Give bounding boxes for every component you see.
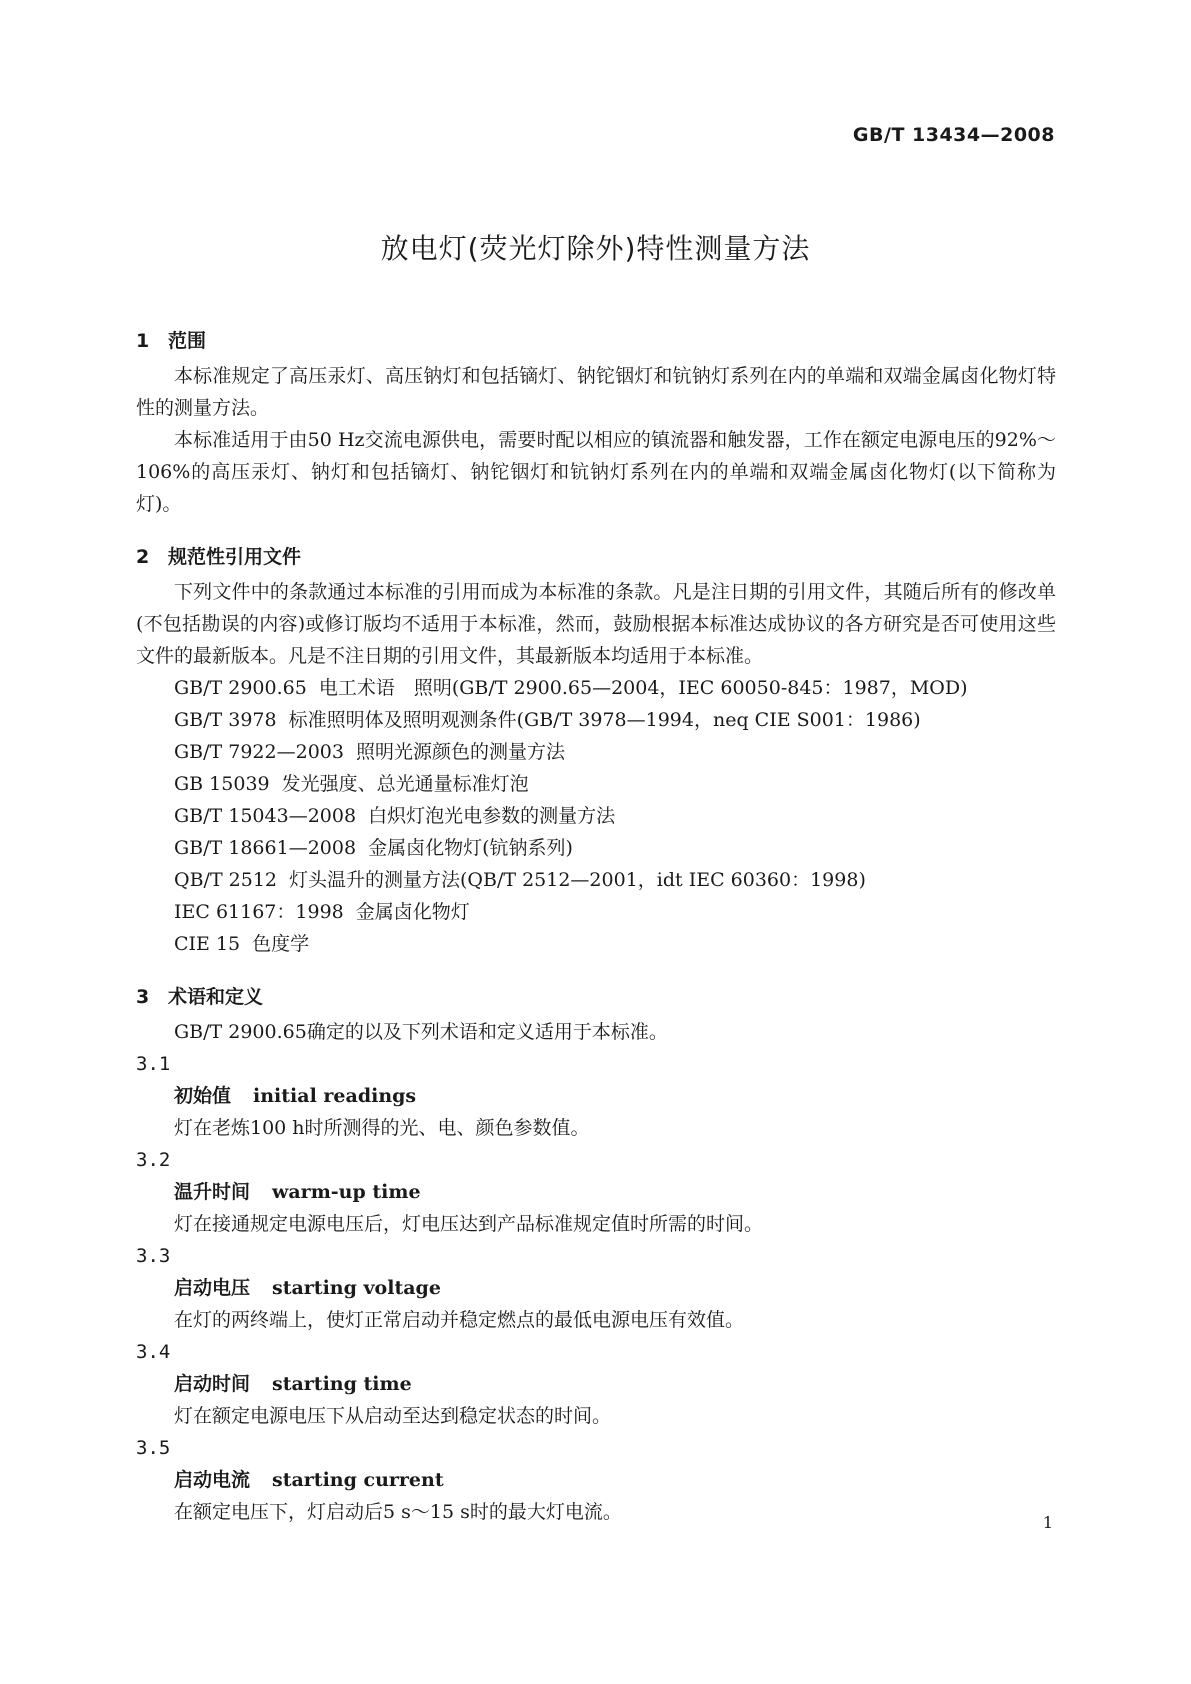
term-number: 3.3 — [136, 1245, 171, 1267]
reference-item — [136, 672, 1056, 704]
reference-code: GB/T 15043—2008 — [174, 805, 357, 827]
term-name-zh: 初始值 — [174, 1085, 232, 1107]
reference-item — [136, 896, 1056, 928]
section-1-paragraph-2: 本标准适用于由50 Hz交流电源供电，需要时配以相应的镇流器和触发器，工作在额定电源电压的92%～106%的高压汞灯、钠灯和包括镝灯、钠铊铟灯和钪钠灯系列在内的单端和双端金属卤化物灯(以下简称为灯)。 — [136, 429, 1056, 515]
section-1-paragraph-1: 本标准规定了高压汞灯、高压钠灯和包括镝灯、钠铊铟灯和钪钠灯系列在内的单端和双端金属卤化物灯特性的测量方法。 — [136, 365, 1056, 419]
term-definition: 灯在接通规定电源电压后，灯电压达到产品标准规定值时所需的时间。 — [174, 1213, 764, 1235]
reference-code: CIE 15 — [174, 933, 241, 955]
reference-code: IEC 61167：1998 — [174, 901, 344, 923]
term-name-en: starting current — [272, 1469, 444, 1491]
reference-code: QB/T 2512 — [174, 869, 278, 891]
term-name — [136, 1176, 1056, 1208]
reference-title: 色度学 — [252, 933, 310, 955]
term-definition: 灯在额定电源电压下从启动至达到稳定状态的时间。 — [174, 1405, 612, 1427]
reference-title: 金属卤化物灯 — [355, 901, 470, 923]
document-body — [136, 322, 1056, 1528]
page-number: 1 — [1042, 1513, 1053, 1532]
reference-item — [136, 768, 1056, 800]
term-name — [136, 1464, 1056, 1496]
reference-item — [136, 864, 1056, 896]
term-number: 3.5 — [136, 1437, 171, 1459]
term-name-zh: 启动时间 — [174, 1373, 251, 1395]
term-name — [136, 1368, 1056, 1400]
reference-title: 金属卤化物灯(钪钠系列) — [368, 837, 573, 859]
section-2-title: 规范性引用文件 — [168, 546, 302, 568]
term-definition: 在额定电压下，灯启动后5 s～15 s时的最大灯电流。 — [174, 1501, 622, 1523]
term-name-zh: 启动电流 — [174, 1469, 251, 1491]
reference-item — [136, 832, 1056, 864]
reference-item — [136, 928, 1056, 960]
term-definition: 在灯的两终端上，使灯正常启动并稳定燃点的最低电源电压有效值。 — [174, 1309, 745, 1331]
reference-title: 发光强度、总光通量标准灯泡 — [281, 773, 529, 795]
reference-code: GB/T 3978 — [174, 709, 277, 731]
section-2-heading — [136, 538, 1056, 576]
term-definition: 灯在老炼100 h时所测得的光、电、颜色参数值。 — [174, 1117, 590, 1139]
reference-item — [136, 704, 1056, 736]
term-name-en: initial readings — [253, 1085, 417, 1107]
reference-code: GB/T 7922—2003 — [174, 741, 344, 763]
section-1-title: 范围 — [168, 330, 207, 352]
term-name-zh: 启动电压 — [174, 1277, 251, 1299]
reference-title: 电工术语 照明(GB/T 2900.65—2004，IEC 60050-845：1987，MOD) — [318, 677, 968, 699]
term-name — [136, 1272, 1056, 1304]
reference-title: 照明光源颜色的测量方法 — [355, 741, 565, 763]
reference-code: GB/T 18661—2008 — [174, 837, 357, 859]
term-name-en: warm-up time — [272, 1181, 421, 1203]
term-name-zh: 温升时间 — [174, 1181, 251, 1203]
reference-title: 白炽灯泡光电参数的测量方法 — [368, 805, 616, 827]
section-3-title: 术语和定义 — [168, 986, 264, 1008]
term-name-en: starting time — [272, 1373, 412, 1395]
section-1-number: 1 — [136, 330, 150, 352]
term-name-en: starting voltage — [272, 1277, 441, 1299]
section-3-intro: GB/T 2900.65确定的以及下列术语和定义适用于本标准。 — [174, 1021, 668, 1043]
reference-code: GB 15039 — [174, 773, 270, 795]
document-title: 放电灯(荧光灯除外)特性测量方法 — [380, 232, 811, 265]
reference-code: GB/T 2900.65 — [174, 677, 307, 699]
reference-title: 标准照明体及照明观测条件(GB/T 3978—1994，neq CIE S001：1986) — [288, 709, 921, 731]
term-name — [136, 1080, 1056, 1112]
section-2-number: 2 — [136, 546, 150, 568]
section-2-paragraph: 下列文件中的条款通过本标准的引用而成为本标准的条款。凡是注日期的引用文件，其随后所有的修改单(不包括勘误的内容)或修订版均不适用于本标准，然而，鼓励根据本标准达成协议的各方研究是否可使用这些文件的最新版本。凡是不注日期的引用文件，其最新版本均适用于本标准。 — [136, 581, 1056, 667]
section-3-heading — [136, 978, 1056, 1016]
reference-item — [136, 800, 1056, 832]
term-number: 3.4 — [136, 1341, 171, 1363]
term-number: 3.1 — [136, 1053, 171, 1075]
section-1-heading — [136, 322, 1056, 360]
term-number: 3.2 — [136, 1149, 171, 1171]
reference-item — [136, 736, 1056, 768]
standard-code: GB/T 13434—2008 — [852, 124, 1055, 146]
reference-title: 灯头温升的测量方法(QB/T 2512—2001，idt IEC 60360：1998) — [289, 869, 866, 891]
section-3-number: 3 — [136, 986, 150, 1008]
